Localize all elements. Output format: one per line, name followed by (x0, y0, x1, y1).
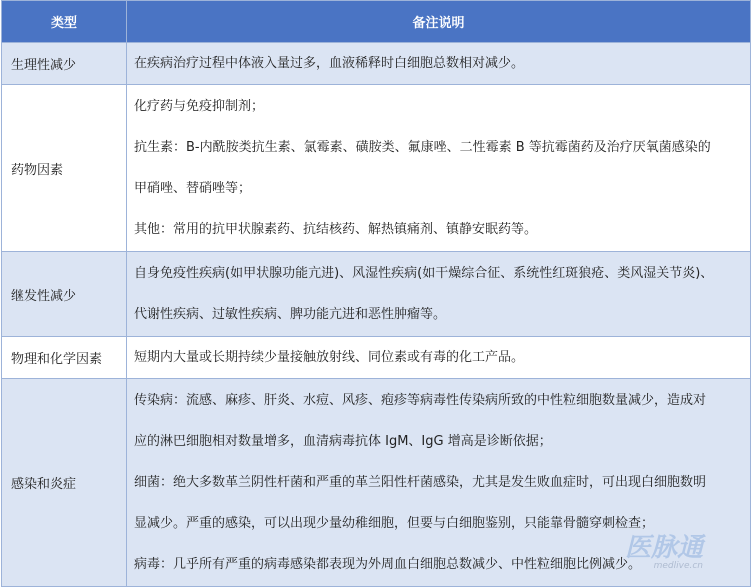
row-notes (127, 252, 751, 337)
note-line: 甲硝唑、替硝唑等； (134, 181, 252, 196)
note-line: 病毒：几乎所有严重的病毒感染都表现为外周血白细胞总数减少、中性粒细胞比例减少。 (134, 557, 642, 572)
row-type: 继发性减少 (2, 252, 127, 337)
row-type: 生理性减少 (2, 43, 127, 85)
note-line: 显减少。严重的感染，可以出现少量幼稚细胞，但要与白细胞鉴别，只能靠骨髓穿刺检查； (134, 516, 655, 531)
watermark-logo-text: 医脉通 (624, 533, 703, 563)
note-line: 抗生素：B-内酰胺类抗生素、氯霉素、磺胺类、氟康唑、二性霉素 B 等抗霉菌药及治疗厌氧菌感染的 (134, 140, 711, 155)
note-line: 细菌：绝大多数革兰阴性杆菌和严重的革兰阳性杆菌感染，尤其是发生败血症时，可出现白细胞数明 (134, 475, 707, 490)
note-line: 短期内大量或长期持续少量接触放射线、同位素或有毒的化工产品。 (134, 350, 525, 365)
note-line: 化疗药与免疫抑制剂； (134, 99, 265, 114)
table-row (2, 85, 751, 252)
table-row (2, 337, 751, 379)
table-row (2, 252, 751, 337)
table-header (2, 1, 751, 43)
note-line: 传染病：流感、麻疹、肝炎、水痘、风疹、疱疹等病毒性传染病所致的中性粒细胞数量减少，造成对 (134, 393, 707, 408)
row-type: 物理和化学因素 (2, 337, 127, 379)
row-type: 感染和炎症 (2, 379, 127, 587)
row-type: 药物因素 (2, 85, 127, 252)
table-row (2, 43, 751, 85)
watermark-logo (625, 535, 703, 571)
header-type: 类型 (2, 1, 127, 43)
row-notes (127, 337, 751, 379)
info-table (1, 0, 751, 587)
note-line: 自身免疫性疾病(如甲状腺功能亢进)、风湿性疾病(如干燥综合征、系统性红斑狼疮、类风湿关节炎)、 (134, 266, 714, 281)
watermark-site: medlive.cn (653, 561, 703, 571)
note-line: 应的淋巴细胞相对数量增多，血清病毒抗体 IgM、IgG 增高是诊断依据； (134, 434, 552, 449)
note-line: 代谢性疾病、过敏性疾病、脾功能亢进和恶性肿瘤等。 (134, 307, 447, 322)
note-line: 其他：常用的抗甲状腺素药、抗结核药、解热镇痛剂、镇静安眠药等。 (134, 222, 538, 237)
row-notes (127, 43, 751, 85)
header-notes: 备注说明 (127, 1, 751, 43)
row-notes (127, 85, 751, 252)
note-line: 在疾病治疗过程中体液入量过多，血液稀释时白细胞总数相对减少。 (134, 56, 525, 71)
